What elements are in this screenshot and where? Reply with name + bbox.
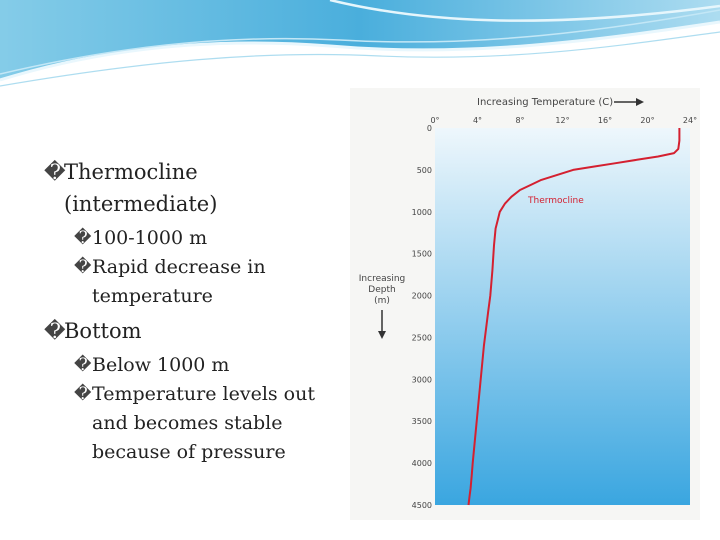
sub-bullet-icon: � bbox=[74, 384, 92, 404]
thermocline-heading: Thermocline bbox=[64, 160, 198, 184]
y-tick-label: 4000 bbox=[411, 459, 432, 469]
sub-bullet-icon: � bbox=[74, 355, 92, 375]
bullet-thermocline bbox=[44, 156, 344, 188]
y-axis-label: (m) bbox=[374, 296, 390, 306]
x-tick-label: 20° bbox=[640, 116, 655, 125]
sub-bullet-continuation: and becomes stable bbox=[92, 412, 283, 434]
bullet-icon: � bbox=[44, 160, 66, 184]
y-axis-label: Depth bbox=[368, 285, 396, 295]
sub-bullet-text: Rapid decrease in bbox=[92, 256, 266, 278]
bullet-icon: � bbox=[44, 319, 66, 343]
slide-bullets bbox=[44, 156, 344, 467]
y-tick-label: 0 bbox=[426, 124, 432, 133]
sub-bullet-rapid-decrease bbox=[44, 253, 344, 282]
wave-banner-decoration bbox=[0, 0, 720, 90]
sub-bullet-continuation: temperature bbox=[92, 285, 213, 307]
sub-bullet-icon: � bbox=[74, 257, 92, 277]
sub-bullet-text: 100-1000 m bbox=[92, 227, 208, 249]
sub-bullet-depth-range bbox=[44, 224, 344, 253]
y-axis-label: Increasing bbox=[358, 274, 406, 284]
thermocline-chart bbox=[350, 88, 700, 520]
chart-title: Increasing Temperature (C) bbox=[477, 97, 614, 108]
x-tick-label: 16° bbox=[597, 116, 613, 125]
sub-bullet-icon: � bbox=[74, 228, 92, 248]
bullet-bottom bbox=[44, 315, 344, 347]
sub-bullet-text: Temperature levels out bbox=[92, 383, 315, 405]
thermocline-subheading: (intermediate) bbox=[64, 192, 218, 216]
x-tick-label: 4° bbox=[472, 116, 483, 125]
x-tick-label: 24° bbox=[682, 116, 698, 125]
thermocline-annotation: Thermocline bbox=[528, 196, 584, 206]
bottom-heading: Bottom bbox=[64, 319, 142, 343]
sub-bullet-text: Below 1000 m bbox=[92, 354, 230, 376]
y-tick-label: 500 bbox=[416, 165, 432, 175]
y-tick-label: 3500 bbox=[411, 417, 432, 427]
x-tick-label: 8° bbox=[515, 116, 525, 125]
y-tick-label: 2000 bbox=[411, 291, 432, 301]
y-tick-label: 1500 bbox=[411, 249, 432, 259]
y-tick-label: 3000 bbox=[411, 375, 432, 385]
y-tick-label: 2500 bbox=[411, 333, 432, 343]
sub-bullet-levels-out bbox=[44, 380, 344, 409]
sub-bullet-continuation: because of pressure bbox=[92, 441, 286, 463]
y-tick-label: 4500 bbox=[411, 501, 432, 510]
x-tick-label: 0° bbox=[430, 116, 440, 125]
y-tick-label: 1000 bbox=[411, 207, 432, 217]
x-tick-label: 12° bbox=[555, 116, 570, 125]
sub-bullet-below-1000 bbox=[44, 351, 344, 380]
